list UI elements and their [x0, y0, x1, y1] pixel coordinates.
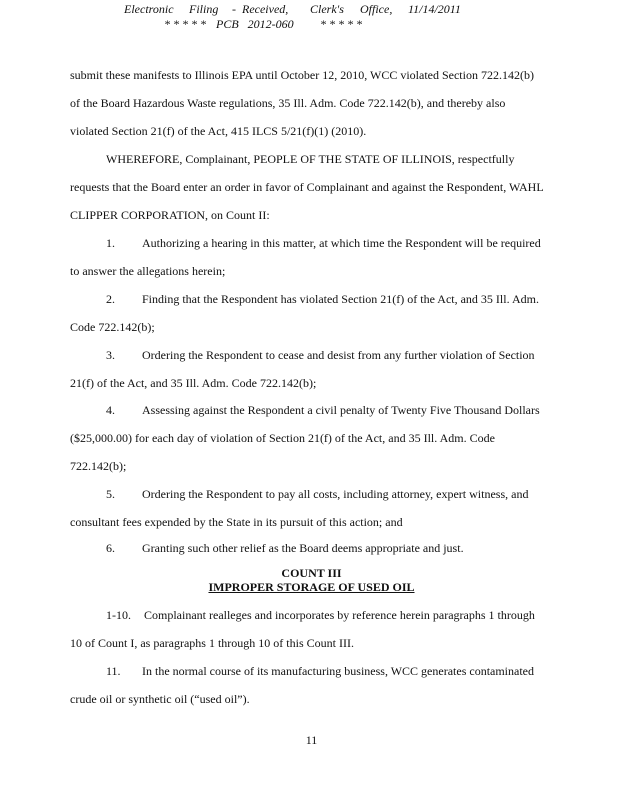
item-number: 1.: [106, 236, 115, 250]
item-line: to answer the allegations herein;: [70, 264, 226, 278]
item-line: Authorizing a hearing in this matter, at which time the Respondent will be required: [142, 236, 541, 250]
stamp-date: 11/14/2011: [408, 2, 461, 16]
page-number: 11: [305, 733, 318, 747]
count-heading: COUNT III: [281, 566, 342, 580]
paragraph-number: 1-10.: [106, 608, 131, 622]
paragraph-line: crude oil or synthetic oil (“used oil”).: [70, 692, 250, 706]
body-line: violated Section 21(f) of the Act, 415 ILCS 5/21(f)(1) (2010).: [70, 124, 367, 138]
stamp-case-number: PCB 2012-060: [216, 17, 294, 31]
item-line: Ordering the Respondent to pay all costs, including attorney, expert witness, and: [142, 487, 529, 501]
paragraph-line: Complainant realleges and incorporates by reference herein paragraphs 1 through: [144, 608, 535, 622]
stamp-filing: Filing: [189, 2, 219, 16]
item-number: 3.: [106, 348, 115, 362]
count-subheading: IMPROPER STORAGE OF USED OIL: [208, 580, 415, 594]
stamp-received: - Received,: [232, 2, 289, 16]
wherefore-line: requests that the Board enter an order in favor of Complainant and against the Respondent, WAHL: [70, 180, 544, 194]
item-line: Finding that the Respondent has violated Section 21(f) of the Act, and 35 Ill. Adm.: [142, 292, 539, 306]
item-line: Ordering the Respondent to cease and desist from any further violation of Section: [142, 348, 535, 362]
item-line: Code 722.142(b);: [70, 320, 155, 334]
paragraph-line: 10 of Count I, as paragraphs 1 through 10 of this Count III.: [70, 636, 354, 650]
item-line: ($25,000.00) for each day of violation of Section 21(f) of the Act, and 35 Ill. Adm. Code: [70, 431, 495, 445]
wherefore-line: CLIPPER CORPORATION, on Count II:: [70, 208, 270, 222]
item-line: 21(f) of the Act, and 35 Ill. Adm. Code 722.142(b);: [70, 376, 317, 390]
item-number: 4.: [106, 403, 115, 417]
stamp-electronic: Electronic: [124, 2, 174, 16]
item-line: 722.142(b);: [70, 459, 127, 473]
paragraph-number: 11.: [106, 664, 121, 678]
item-number: 2.: [106, 292, 115, 306]
body-line: of the Board Hazardous Waste regulations, 35 Ill. Adm. Code 722.142(b), and thereby also: [70, 96, 506, 110]
stamp-stars-left: * * * * *: [164, 17, 206, 31]
stamp-clerks: Clerk's: [310, 2, 344, 16]
item-number: 6.: [106, 541, 115, 555]
wherefore-line: WHEREFORE, Complainant, PEOPLE OF THE STATE OF ILLINOIS, respectfully: [106, 152, 515, 166]
paragraph-line: In the normal course of its manufacturing business, WCC generates contaminated: [142, 664, 535, 678]
item-line: consultant fees expended by the State in its pursuit of this action; and: [70, 515, 403, 529]
item-number: 5.: [106, 487, 115, 501]
stamp-stars-right: * * * * *: [320, 17, 362, 31]
item-line: Assessing against the Respondent a civil penalty of Twenty Five Thousand Dollars: [142, 403, 540, 417]
item-line: Granting such other relief as the Board deems appropriate and just.: [142, 541, 464, 555]
stamp-office: Office,: [360, 2, 393, 16]
body-line: submit these manifests to Illinois EPA until October 12, 2010, WCC violated Section 722.142(b): [70, 68, 534, 82]
